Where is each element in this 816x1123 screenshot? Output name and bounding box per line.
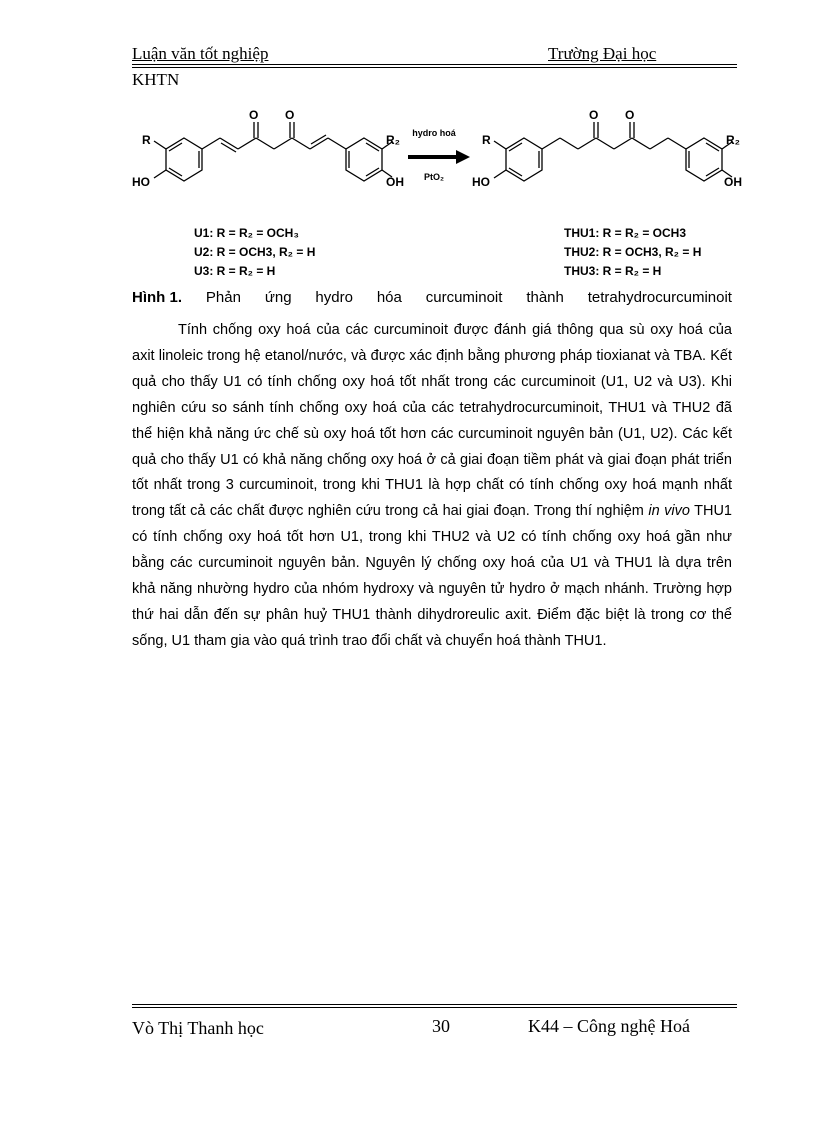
footer-course: K44 – Công nghệ Hoá bbox=[528, 1016, 690, 1036]
header-rule-second bbox=[132, 67, 737, 68]
compound-thu1: THU1: R = R₂ = OCH3 bbox=[564, 226, 687, 240]
right-oxygen-1: O bbox=[589, 108, 599, 122]
caption-word: thành bbox=[526, 289, 564, 306]
left-r2-label: R₂ bbox=[386, 133, 400, 147]
caption-word: tetrahydrocurcuminoit bbox=[587, 289, 732, 306]
footer-rule-second bbox=[132, 1007, 737, 1008]
reaction-arrow bbox=[408, 150, 470, 164]
right-ho-label: HO bbox=[472, 175, 490, 189]
caption-word: hydro bbox=[315, 289, 353, 306]
footer-rule bbox=[132, 1004, 737, 1005]
compound-u1: U1: R = R₂ = OCH₃ bbox=[194, 226, 299, 240]
caption-word: ứng bbox=[264, 289, 292, 306]
caption-label: Hình 1. bbox=[132, 289, 183, 306]
compound-thu2: THU2: R = OCH3, R₂ = H bbox=[564, 245, 702, 259]
right-oxygen-2: O bbox=[625, 108, 635, 122]
header-rule bbox=[132, 64, 737, 65]
body-text-part2: THU1 có tính chống oxy hoá tốt hơn U1, trong khi THU2 và U2 có tính chống oxy hoá gần như bằng các curcuminoit nguyên bản. Nguyên lý chống oxy hoá của U1 và THU1 là dựa trên khả năng nhường hydro của nhóm hydroxy và nguyên tử hydro ở mạch nhánh. Trường hợp thứ hai dẫn đến sự phân huỷ THU1 thành dihydroreulic axit. Điểm đặc biệt là trong cơ thể sống, U1 tham gia vào quá trình trao đổi chất và chuyển hoá thành THU1. bbox=[132, 503, 732, 649]
left-ho-label: HO bbox=[132, 175, 150, 189]
header-continuation: KHTN bbox=[132, 70, 180, 89]
left-r-label: R bbox=[142, 133, 151, 147]
body-text-part1: Tính chống oxy hoá của các curcuminoit được đánh giá thông qua sù oxy hoá của axit linoleic trong hệ etanol/nước, và được xác định bằng phương pháp tioxianat và TBA. Kết quả cho thấy U1 có tính chống oxy hoá tốt nhất trong các curcuminoit (U1, U2 và U3). Khi nghiên cứu so sánh tính chống oxy hoá của các tetrahydrocurcuminoit, THU1 và THU2 đã thể hiện khả năng ức chế sù oxy hoá tốt hơn các curcuminoit nguyên bản (U1, U2). Các kết quả cho thấy U1 có khả năng chống oxy hoá ở cả giai đoạn tiềm phát và giai đoạn phát triển tốt nhất trong 3 curcuminoit, trong khi THU1 là hợp chất có tính chống oxy hoá mạnh nhất trong tất cả các chất được nghiên cứu trong cả hai giai đoạn. Trong thí nghiệm bbox=[132, 322, 732, 520]
body-paragraph bbox=[132, 318, 732, 655]
compound-thu3: THU3: R = R₂ = H bbox=[564, 264, 662, 278]
right-r-label: R bbox=[482, 133, 491, 147]
arrow-reagent-label: hydro hoá bbox=[412, 128, 456, 138]
left-oh-label: OH bbox=[386, 175, 404, 189]
header-title-right: Trường Đại học bbox=[548, 44, 657, 63]
right-r2-label: R₂ bbox=[726, 133, 740, 147]
caption-word: Phản bbox=[205, 289, 241, 306]
caption-word: curcuminoit bbox=[425, 289, 503, 306]
body-italic-term: in vivo bbox=[648, 503, 690, 520]
compound-u3: U3: R = R₂ = H bbox=[194, 264, 276, 278]
page-number: 30 bbox=[432, 1016, 450, 1036]
header-title-left: Luận văn tốt nghiệp bbox=[132, 44, 269, 63]
right-oh-label: OH bbox=[724, 175, 742, 189]
arrow-catalyst-label: PtO₂ bbox=[424, 172, 444, 182]
left-oxygen-2: O bbox=[285, 108, 295, 122]
compound-u2: U2: R = OCH3, R₂ = H bbox=[194, 245, 316, 259]
reaction-scheme bbox=[128, 100, 748, 290]
left-oxygen-1: O bbox=[249, 108, 259, 122]
footer-author: Vò Thị Thanh học bbox=[132, 1018, 264, 1038]
figure-caption bbox=[132, 289, 732, 306]
caption-word: hóa bbox=[376, 289, 402, 306]
